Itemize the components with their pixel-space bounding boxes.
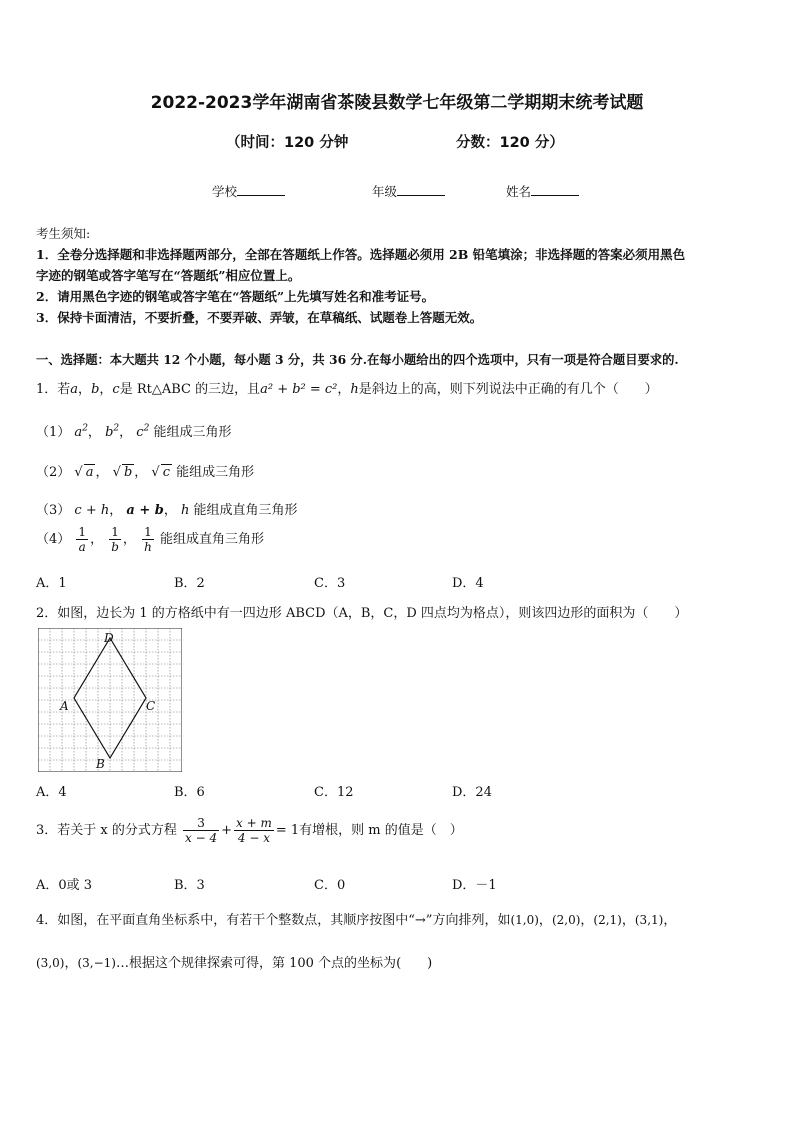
note-line: 3．保持卡面清洁，不要折叠，不要弄破、弄皱，在草稿纸、试题卷上答题无效。 [36,310,483,325]
statement-text: 能组成三角形 [176,465,255,480]
exam-time: （时间：120 分钟 [226,135,349,151]
note-line: 1．全卷分选择题和非选择题两部分，全部在答题纸上作答。选择题必须用 2B 铅笔填涂；非选择题的答案必须用黑色 [36,247,686,262]
name-blank [531,183,579,196]
answer-paren: ( ) [396,956,433,971]
school-field [212,182,285,200]
school-label: 学校 [212,184,238,199]
note-line: 2．请用黑色字迹的钢笔或答字笔在“答题纸”上先填写姓名和准考证号。 [36,289,435,304]
coord: (2,0) [551,913,581,927]
option-c[interactable]: C．3 [314,576,346,591]
grade-field [372,182,445,200]
option-b[interactable]: B．2 [174,576,205,591]
question-4-stem-line2: (3,0)，(3,−1)…根据这个规律探索可得，第 100 个点的坐标为( ) [36,956,433,971]
school-blank [237,183,285,196]
plus-sign: + [221,823,233,838]
option-b[interactable]: B．3 [174,878,205,893]
label-a: A [60,699,69,713]
var-c: c [162,465,170,480]
var-b: b [123,465,133,480]
var-c: c [136,425,144,440]
q3-text: = 1有增根，则 m 的值是（ ） [275,823,463,838]
q1-text: 是斜边上的高，则下列说法中正确的有几个（ ） [358,382,658,397]
name-label: 姓名 [506,184,532,199]
option-d[interactable]: D．－1 [452,878,497,893]
expr-c-plus-h: c + h [74,503,110,518]
question-2-stem: 2．如图，边长为 1 的方格纸中有一四边形 ABCD（A，B，C，D 四点均为格点），则该四边形的面积为（ ） [36,606,688,621]
q1-statement-3: （3） c + h， a + b， h 能组成直角三角形 [36,503,298,518]
q4-text: 4．如图，在平面直角坐标系中，有若干个整数点，其顺序按图中“→”方向排列，如 [36,913,511,928]
statement-text: 能组成直角三角形 [193,503,298,518]
coord: (3,0) [36,956,65,970]
label-b: B [96,757,105,771]
pythagoras-equation: a² + b² = c² [260,382,338,397]
exam-score: 分数：120 分） [456,135,564,151]
q3-text: 3．若关于 x 的分式方程 [36,823,177,838]
option-d[interactable]: D．24 [452,785,492,800]
statement-label: （4） [36,532,71,547]
fraction-1-over-h: $\frac{1}{h}$ [144,525,152,554]
label-d: D [104,631,114,645]
ellipsis: … [115,956,129,971]
sep: ， [99,382,113,397]
question-4-stem: 4．如图，在平面直角坐标系中，有若干个整数点，其顺序按图中“→”方向排列，如(1,0)，(2,0)，(2,1)，(3,1)， [36,913,677,928]
var-a: a [85,465,94,480]
name-field [506,182,579,200]
statement-label: （1） [36,425,71,440]
var-h: h [350,382,359,397]
grade-label: 年级 [372,184,398,199]
section-heading: 一、选择题：本大题共 12 个小题，每小题 3 分，共 36 分.在每小题给出的四个选项中，只有一项是符合题目要求的. [36,352,679,367]
expr-a-plus-b: a + b [126,503,164,518]
var-b: b [91,382,100,397]
fraction-x-plus-m-over-4-minus-x: $\frac{x + m}{4 - x}$ [236,816,272,845]
var-a: a [70,382,79,397]
var-c: c [112,382,120,397]
question-1-stem [36,378,658,397]
sep: ， [337,382,351,397]
fraction-1-over-a: $\frac{1}{a}$ [78,525,87,554]
coord: (3,−1) [77,956,116,970]
q1-statement-1: （1） $a^2$， $b^2$， $c^2$ 能组成三角形 [36,423,232,440]
option-c[interactable]: C．0 [314,878,346,893]
coord: (1,0) [510,913,539,927]
question-3-stem [36,816,463,845]
option-a[interactable]: A．0或 3 [36,878,93,893]
notes-heading: 考生须知: [36,226,91,241]
var-h: h [181,503,190,518]
q1-text: 1．若 [36,382,71,397]
statement-text: 能组成三角形 [153,425,232,440]
statement-label: （2） [36,465,71,480]
q1-statement-2: （2） √ a ， √ b ， √ c 能组成三角形 [36,465,255,480]
option-b[interactable]: B．6 [174,785,205,800]
option-d[interactable]: D．4 [452,576,484,591]
var-b: b [105,425,114,440]
q4-text: 根据这个规律探索可得，第 100 个点的坐标为 [128,956,397,971]
sep: ， [78,382,92,397]
option-a[interactable]: A．4 [36,785,67,800]
option-c[interactable]: C．12 [314,785,354,800]
grade-blank [397,183,445,196]
fraction-1-over-b: $\frac{1}{b}$ [111,525,119,554]
label-c: C [146,699,156,713]
q1-text: 是 Rt△ABC 的三边，且 [119,382,261,397]
note-line: 字迹的钢笔或答字笔写在“答题纸”相应位置上。 [36,268,301,283]
coord: (3,1) [634,913,664,927]
grid-figure [38,628,182,772]
q1-statement-4: （4） $\frac{1}{a}$ ， $\frac{1}{b}$ ， $\frac{1}{h}$ 能组成直角三角形 [36,525,264,554]
statement-label: （3） [36,503,71,518]
option-a[interactable]: A．1 [36,576,67,591]
coord: (2,1) [593,913,622,927]
fraction-3-over-x-minus-4: $\frac{3}{x - 4}$ [185,816,218,845]
statement-text: 能组成直角三角形 [159,532,264,547]
var-a: a [74,425,83,440]
page-title: 2022-2023学年湖南省茶陵县数学七年级第二学期期末统考试题 [150,93,644,113]
